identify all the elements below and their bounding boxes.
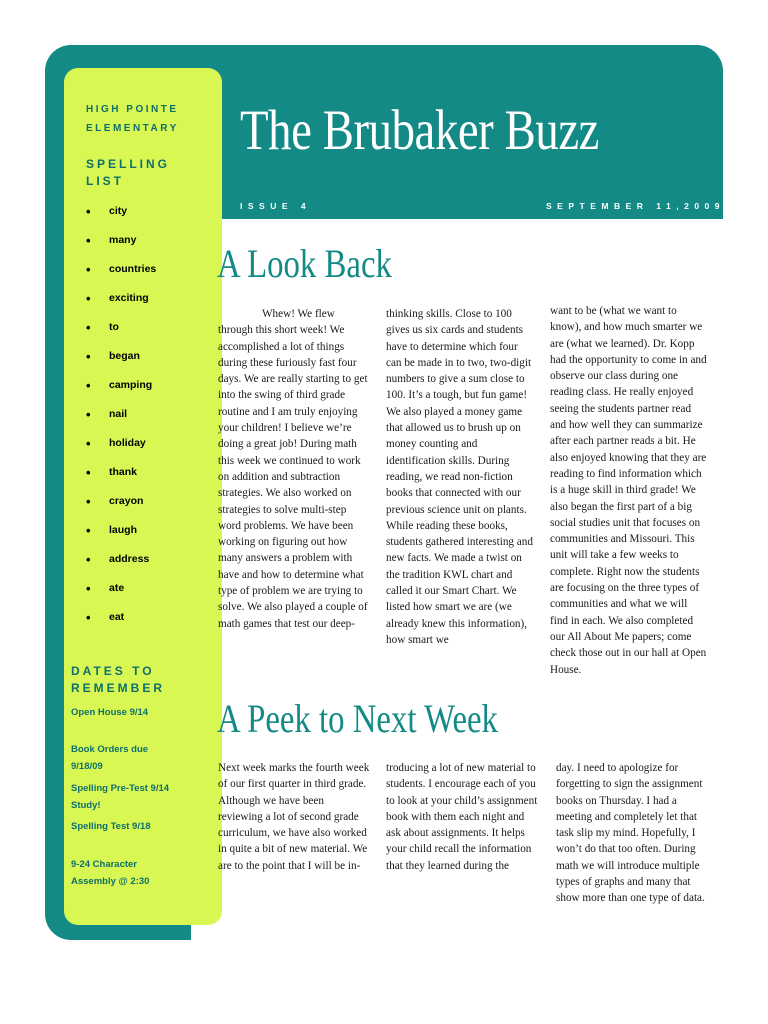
spelling-word: • holiday bbox=[86, 435, 156, 464]
issue-number: ISSUE 4 bbox=[240, 201, 312, 211]
school-name-line1: HIGH POINTE bbox=[86, 104, 179, 115]
event-item: 9-24 Character Assembly @ 2:30 bbox=[71, 859, 150, 887]
newsletter-title: The Brubaker Buzz bbox=[240, 99, 600, 162]
peek-next-column-1: Next week marks the fourth week of our first quarter in third grade. Although we have been reviewing a lot of second grade curriculum, we have also worked in quite a bit of new material. We are to the point that I will be in- bbox=[218, 762, 370, 872]
event-item: Spelling Test 9/18 bbox=[71, 821, 151, 832]
event-item: Spelling Pre-Test 9/14 Study! bbox=[71, 783, 170, 811]
peek-next-column-3: day. I need to apologize for forgetting to sign the assignment books on Thursday. I had a meeting and completely let that task slip my mind. Hopefully, I won’t do that too often. During math we will introduce multiple types of graphs and many that show more than one type of data. bbox=[556, 762, 705, 905]
spelling-word: • began bbox=[86, 348, 156, 377]
spelling-list-heading: SPELLING LIST bbox=[86, 157, 171, 188]
section-title-look-back: A Look Back bbox=[217, 241, 392, 286]
spelling-word: • eat bbox=[86, 609, 156, 638]
event-item: Book Orders due 9/18/09 bbox=[71, 744, 149, 772]
school-name-line2: ELEMENTARY bbox=[86, 123, 179, 134]
spelling-word: • to bbox=[86, 319, 156, 348]
spelling-word: • crayon bbox=[86, 493, 156, 522]
spelling-word: • exciting bbox=[86, 290, 156, 319]
sidebar bbox=[64, 68, 222, 925]
spelling-word: • nail bbox=[86, 406, 156, 435]
event-item: Open House 9/14 bbox=[71, 707, 149, 718]
spelling-word: • city bbox=[86, 203, 156, 232]
spelling-word: • address bbox=[86, 551, 156, 580]
spelling-word: • countries bbox=[86, 261, 156, 290]
spelling-list bbox=[86, 203, 156, 638]
spelling-word: • laugh bbox=[86, 522, 156, 551]
spelling-word: • thank bbox=[86, 464, 156, 493]
section-title-peek-next: A Peek to Next Week bbox=[217, 696, 498, 741]
school-name bbox=[86, 100, 179, 138]
spelling-word: • many bbox=[86, 232, 156, 261]
dates-heading: DATES TO REMEMBER bbox=[71, 664, 166, 695]
look-back-column-1: Whew! We flew through this short week! We accomplished a lot of things during these furiously fast four days. We are really starting to get into the swing of third grade routine and I am truly enjoying your children! I believe we’re doing a great job! During math this week we continued to work on addition and subtraction strategies. We also worked on strategies to solve multi-step word problems. We have been working on figuring out how many answers a problem with have and how to determine what type of problem we are trying to solve. We also played a couple of math games that test our deep- bbox=[218, 308, 368, 630]
spelling-word: • ate bbox=[86, 580, 156, 609]
issue-date: SEPTEMBER 11,2009 bbox=[546, 201, 726, 211]
look-back-column-3: want to be (what we want to know), and how much smarter we are (what we learned). Dr. Kopp had the opportunity to come in and observe our class during one reading class. He really enjoyed seeing the students partner read and how well they can summarize after each partner reads a bit. He also enjoyed knowing that they are reading to find information which is a huge skill in third grade! We also began the first part of a big social studies unit that focuses on communities and Missouri. This unit will take a few weeks to complete. Right now the students are focusing on the three types of communities and what we will find in each. We also completed our All About Me papers; come check those out in our hall at Open House. bbox=[550, 305, 707, 676]
peek-next-column-2: troducing a lot of new material to students. I encourage each of you to look at your child’s assignment book with them each night and ask about assignments. It helps your child recall the information that they learned during the bbox=[386, 762, 538, 872]
spelling-word: • camping bbox=[86, 377, 156, 406]
look-back-column-2: thinking skills. Close to 100 gives us six cards and students have to determine which four can be made in to two, two-digit numbers to give a sum close to 100. It’s a tough, but fun game! We also played a money game that allowed us to brush up on money counting and identification skills. During reading, we read non-fiction books that connected with our previous science unit on plants. While reading these books, students gathered interesting and new facts. We made a twist on the tradition KWL chart and called it our Smart Chart. We listed how smart we are (we already knew this information), how smart we bbox=[386, 308, 533, 646]
